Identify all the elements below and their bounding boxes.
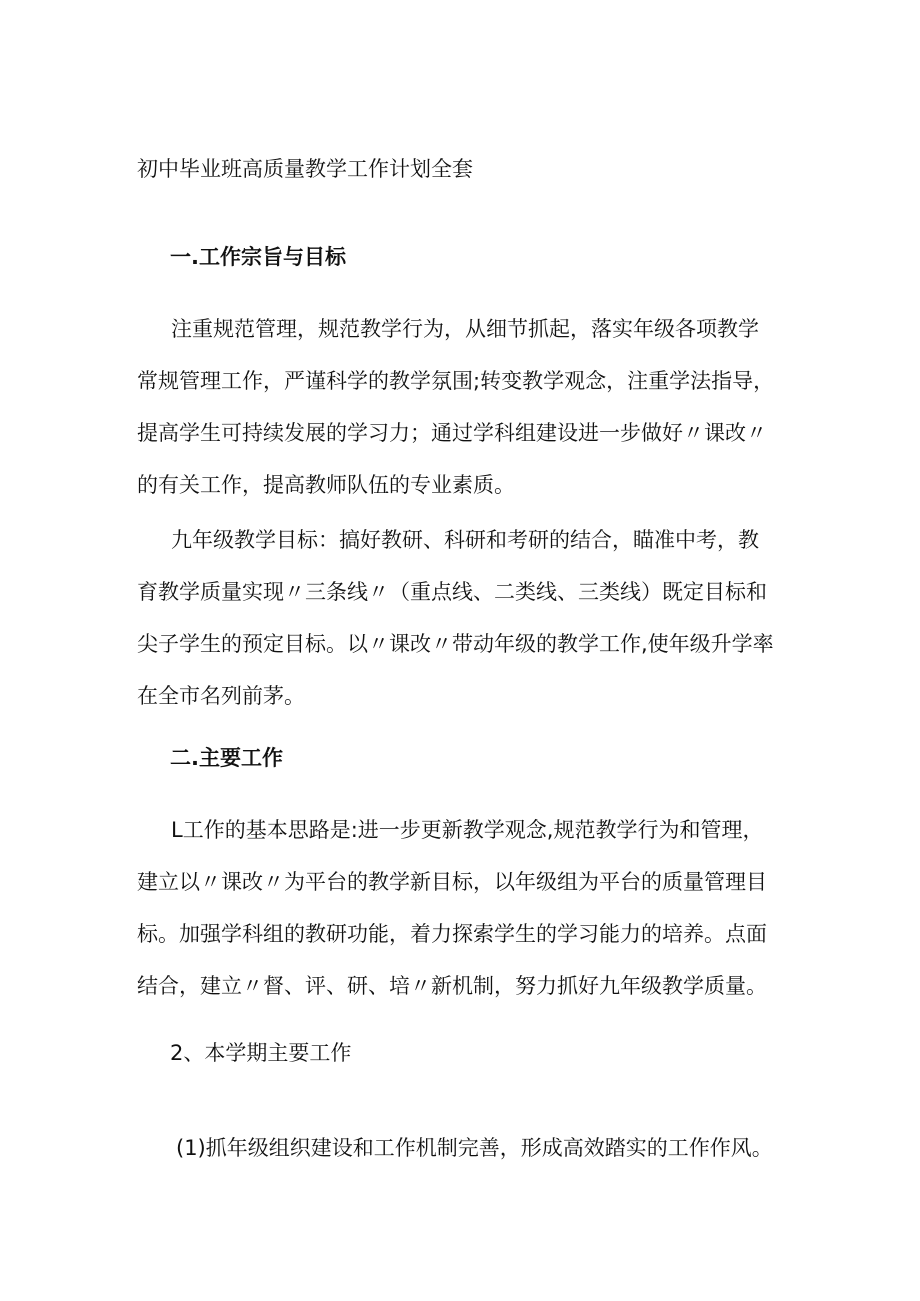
- paragraph-line: 的有关工作，提高教师队伍的专业素质。: [137, 473, 515, 497]
- subsection-heading: 2、本学期主要工作: [170, 1041, 352, 1065]
- paragraph-line: 九年级教学目标：搞好教研、科研和考研的结合，瞄准中考，教: [171, 528, 759, 552]
- paragraph-line: 标。加强学科组的教研功能，着力探索学生的学习能力的培养。点面: [137, 922, 767, 946]
- section-heading-2: 二.主要工作: [170, 746, 283, 770]
- paragraph-line: 结合，建立〃督、评、研、培〃新机制，努力抓好九年级教学质量。: [137, 974, 767, 998]
- list-item: (1)抓年级组织建设和工作机制完善，形成高效踏实的工作作风。: [176, 1136, 773, 1160]
- paragraph-line: 尖子学生的预定目标。以〃课改〃带动年级的教学工作,使年级升学率: [137, 632, 774, 656]
- paragraph-line: 注重规范管理，规范教学行为，从细节抓起，落实年级各项教学: [171, 317, 759, 341]
- paragraph-line: 育教学质量实现〃三条线〃（重点线、二类线、三类线）既定目标和: [137, 580, 767, 604]
- paragraph-line: 提高学生可持续发展的学习力；通过学科组建设进一步做好〃课改〃: [137, 421, 767, 445]
- paragraph-grade-goals: [137, 514, 787, 722]
- section-heading-1: 一.工作宗旨与目标: [170, 245, 346, 269]
- paragraph-basic-approach: [137, 804, 787, 1012]
- paragraph-line: 建立以〃课改〃为平台的教学新目标，以年级组为平台的质量管理目: [137, 870, 767, 894]
- paragraph-line: 在全市名列前茅。: [137, 684, 305, 708]
- paragraph-line: 常规管理工作，严谨科学的教学氛围;转变教学观念，注重学法指导，: [137, 369, 775, 393]
- paragraph-work-purpose: [137, 303, 787, 511]
- paragraph-line: L工作的基本思路是:进一步更新教学观念,规范教学行为和管理，: [171, 818, 764, 842]
- document-title: 初中毕业班高质量教学工作计划全套: [137, 157, 473, 181]
